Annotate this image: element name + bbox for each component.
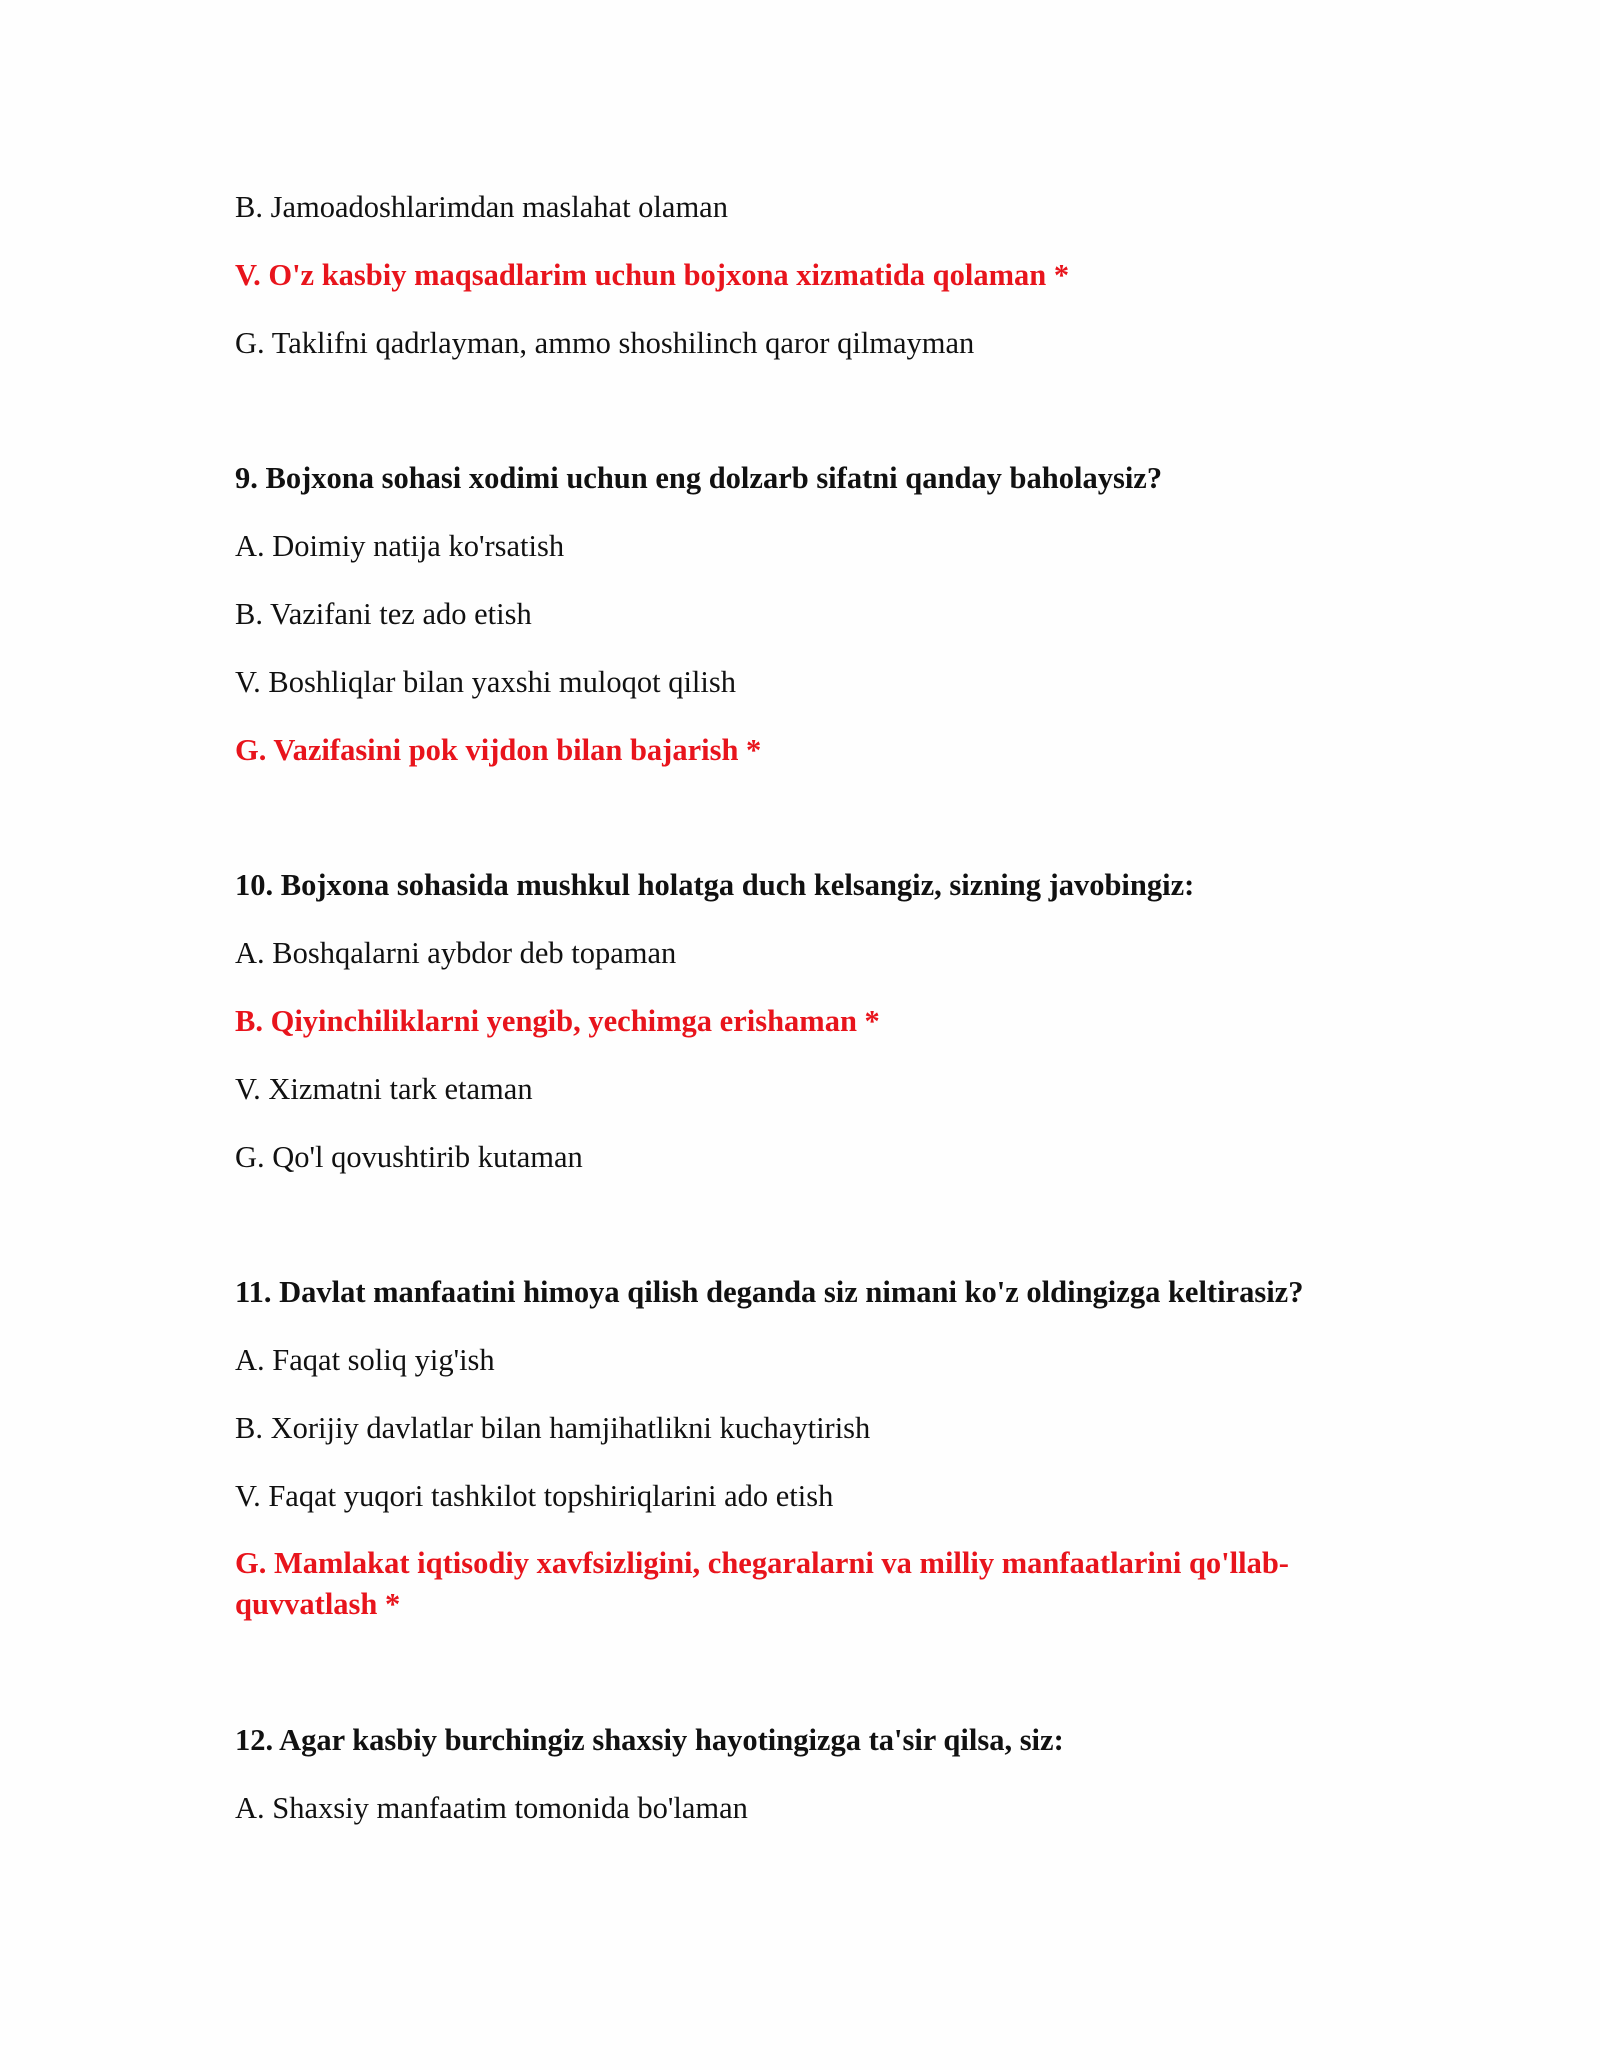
option-10v: V. Xizmatni tark etaman bbox=[235, 1072, 533, 1106]
quiz-content bbox=[235, 186, 1365, 1855]
option-9v: V. Boshliqlar bilan yaxshi muloqot qilish bbox=[235, 665, 737, 699]
option-11g-correct: G. Mamlakat iqtisodiy xavfsizligini, chegaralarni va milliy manfaatlarini qo'llab-quvvatlash * bbox=[235, 1546, 1289, 1621]
option-10b-correct: B. Qiyinchiliklarni yengib, yechimga erishaman * bbox=[235, 1004, 880, 1038]
option-8v-correct: V. O'z kasbiy maqsadlarim uchun bojxona xizmatida qolaman * bbox=[235, 258, 1070, 292]
option-8b: B. Jamoadoshlarimdan maslahat olaman bbox=[235, 190, 728, 224]
option-9g-correct: G. Vazifasini pok vijdon bilan bajarish * bbox=[235, 733, 762, 767]
option-10g: G. Qo'l qovushtirib kutaman bbox=[235, 1140, 583, 1174]
option-11b: B. Xorijiy davlatlar bilan hamjihatlikni kuchaytirish bbox=[235, 1411, 871, 1445]
question-11: 11. Davlat manfaatini himoya qilish deganda siz nimani ko'z oldingizga keltirasiz? bbox=[235, 1275, 1304, 1309]
option-11v: V. Faqat yuqori tashkilot topshiriqlarini ado etish bbox=[235, 1479, 834, 1513]
option-8g: G. Taklifni qadrlayman, ammo shoshilinch qaror qilmayman bbox=[235, 326, 975, 360]
question-10: 10. Bojxona sohasida mushkul holatga duch kelsangiz, sizning javobingiz: bbox=[235, 868, 1195, 902]
option-11a: A. Faqat soliq yig'ish bbox=[235, 1343, 495, 1377]
spacer bbox=[235, 1204, 1365, 1271]
question-9: 9. Bojxona sohasi xodimi uchun eng dolzarb sifatni qanday baholaysiz? bbox=[235, 461, 1163, 495]
spacer bbox=[235, 797, 1365, 864]
option-12a: A. Shaxsiy manfaatim tomonida bo'laman bbox=[235, 1791, 748, 1825]
option-10a: A. Boshqalarni aybdor deb topaman bbox=[235, 936, 677, 970]
option-9a: A. Doimiy natija ko'rsatish bbox=[235, 529, 565, 563]
spacer bbox=[235, 390, 1365, 457]
question-12: 12. Agar kasbiy burchingiz shaxsiy hayotingizga ta'sir qilsa, siz: bbox=[235, 1723, 1064, 1757]
option-9b: B. Vazifani tez ado etish bbox=[235, 597, 532, 631]
spacer bbox=[235, 1652, 1365, 1719]
